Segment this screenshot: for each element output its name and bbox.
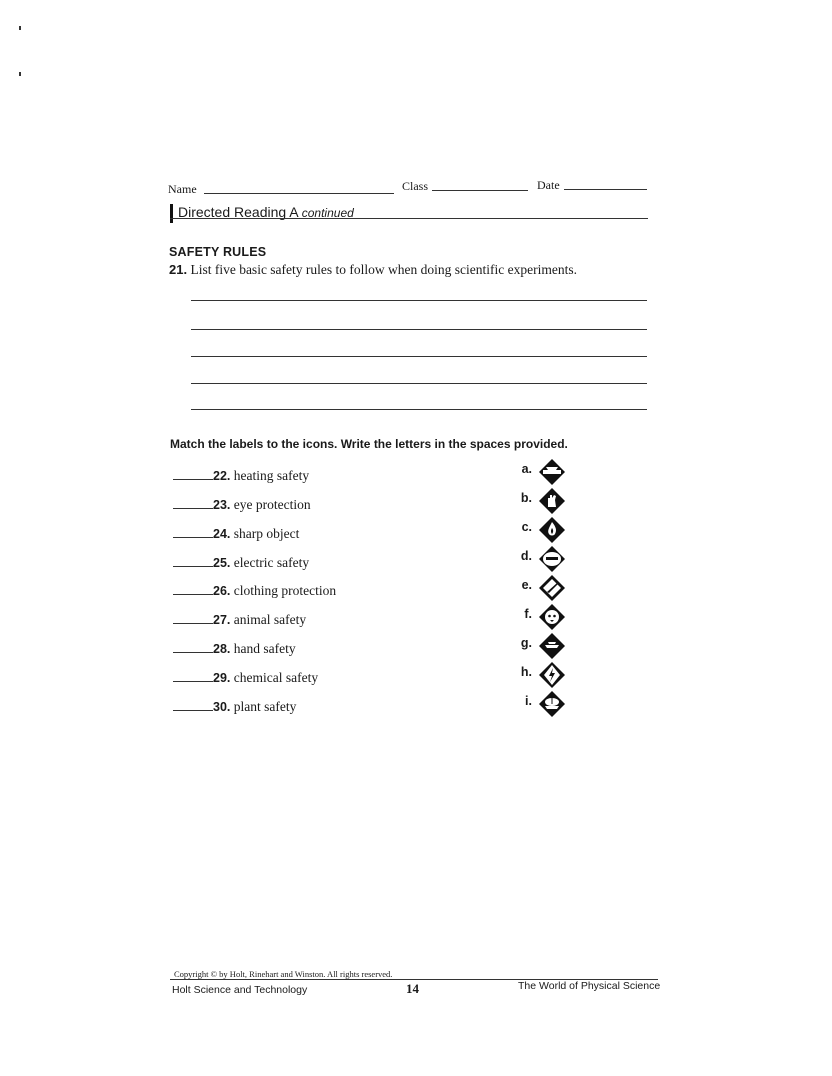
item-label: electric safety [233,555,310,570]
scan-speck [19,26,21,30]
page-number: 14 [406,981,419,996]
name-label: Name [168,182,197,196]
answer-blank[interactable] [173,669,213,682]
answer-blank[interactable] [173,467,213,480]
scan-speck [19,72,21,76]
match-item [173,467,309,487]
chemical-safety-icon [538,632,566,660]
copyright-notice: Copyright © by Holt, Rinehart and Winston. All rights reserved. [174,969,393,979]
answer-line[interactable] [191,383,647,384]
question-21 [169,262,577,278]
heating-safety-icon [538,516,566,544]
answer-blank[interactable] [173,640,213,653]
item-label: clothing protection [233,583,337,598]
item-number: 27. [213,613,231,627]
item-label: sharp object [233,526,300,541]
electric-safety-icon [538,661,566,689]
question-text: List five basic safety rules to follow when doing scientific experiments. [190,262,577,277]
match-item [173,582,336,602]
answer-blank[interactable] [173,582,213,595]
match-item [173,640,296,660]
book-title: The World of Physical Science [518,980,661,992]
animal-safety-icon [538,603,566,631]
answer-line[interactable] [191,300,647,301]
answer-blank[interactable] [173,496,213,509]
item-label: animal safety [233,612,307,627]
icon-letter: a. [521,462,532,476]
clothing-protection-icon [538,458,566,486]
answer-blank[interactable] [173,698,213,711]
item-label: hand safety [233,641,296,656]
section-underline [170,218,648,219]
match-item [173,698,296,718]
icon-letter: c. [521,520,532,534]
safety-rules-heading: SAFETY RULES [169,245,267,259]
item-number: 26. [213,584,231,598]
publisher-name: Holt Science and Technology [172,984,308,996]
answer-line[interactable] [191,356,647,357]
icon-letter: d. [520,549,532,563]
icon-letter: g. [520,636,532,650]
item-number: 28. [213,642,231,656]
class-field[interactable] [432,190,528,191]
sharp-object-icon [538,574,566,602]
icon-letter: i. [525,694,532,708]
section-title-text: Directed Reading A [178,204,298,220]
question-number: 21. [169,262,188,277]
section-marker [170,204,173,223]
item-number: 25. [213,556,231,570]
answer-line[interactable] [191,329,647,330]
match-item [173,525,299,545]
name-field[interactable] [204,193,394,194]
answer-blank[interactable] [173,525,213,538]
item-label: chemical safety [233,670,319,685]
item-number: 24. [213,527,231,541]
item-label: plant safety [233,699,297,714]
hand-safety-icon [538,487,566,515]
answer-blank[interactable] [173,554,213,567]
plant-safety-icon [538,690,566,718]
item-number: 22. [213,469,231,483]
icon-letter: h. [520,665,532,679]
item-label: eye protection [233,497,311,512]
matching-instructions: Match the labels to the icons. Write the letters in the spaces provided. [170,437,568,451]
icon-letter: f. [524,607,532,621]
eye-protection-icon [538,545,566,573]
item-number: 23. [213,498,231,512]
date-field[interactable] [564,189,647,190]
section-continued: continued [301,206,354,220]
match-item [173,496,311,516]
date-label: Date [537,178,560,192]
icon-letter: b. [520,491,532,505]
match-item [173,611,306,631]
item-label: heating safety [233,468,310,483]
class-label: Class [402,179,429,193]
answer-blank[interactable] [173,611,213,624]
answer-line[interactable] [191,409,647,410]
item-number: 30. [213,700,231,714]
match-item [173,554,309,574]
item-number: 29. [213,671,231,685]
icon-letter: e. [521,578,532,592]
match-item [173,669,318,689]
